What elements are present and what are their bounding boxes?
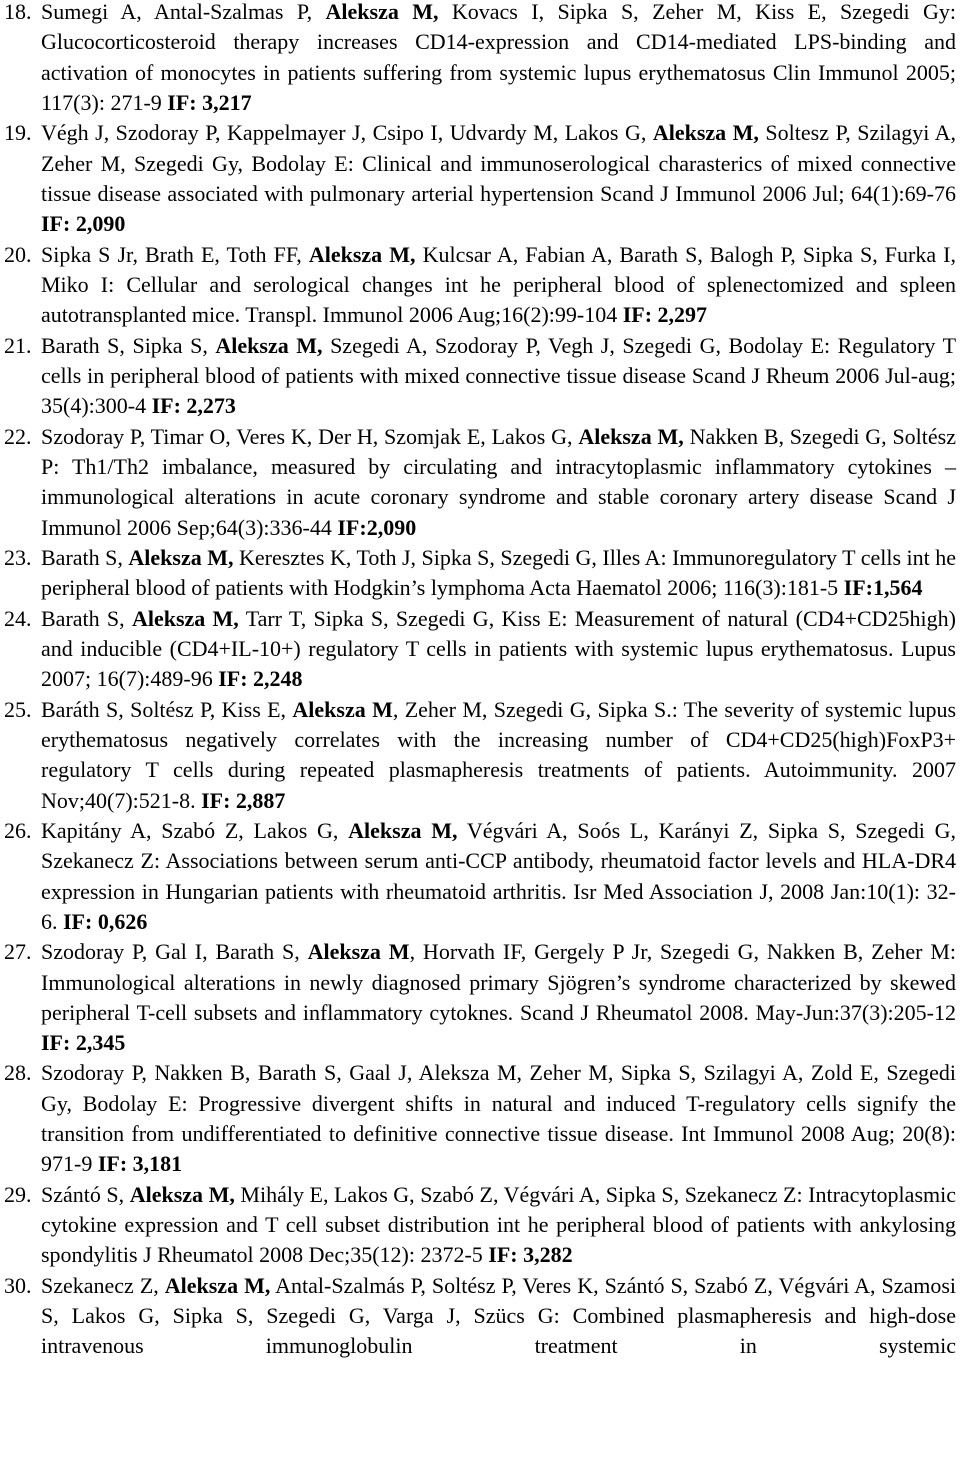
reference-bold-text: IF: 2,887 <box>201 787 286 813</box>
reference-item <box>0 543 956 604</box>
reference-text: Szodoray P, Gal I, Barath S, <box>41 939 308 965</box>
reference-text: Szodoray P, Nakken B, Barath S, Gaal J, Aleksza M, Zeher M, Sipka S, Szilagyi A, Zold E, Szegedi Gy, Bodolay E: Progressive divergent shifts in natural and induced T-regulatory cells signify the transition from undifferentiated to definitive connective tissue disease. Int Immunol 2008 Aug; 20(8): 971-9 <box>41 1060 956 1177</box>
reference-bold-text: Aleksza M, <box>578 423 684 449</box>
reference-bold-text: IF: 3,217 <box>167 89 252 115</box>
reference-bold-text: Aleksza M, <box>128 544 234 570</box>
reference-bold-text: IF: 2,248 <box>218 666 303 692</box>
reference-text: Sipka S Jr, Brath E, Toth FF, <box>41 241 309 267</box>
reference-item <box>0 1180 956 1271</box>
reference-bold-text: Aleksza M, <box>164 1272 271 1298</box>
reference-number: 30. <box>4 1272 32 1298</box>
reference-number: 24. <box>4 605 32 631</box>
reference-number: 20. <box>4 241 32 267</box>
reference-number: 27. <box>4 939 32 965</box>
reference-text: , Horvath IF, Gergely P Jr, Szegedi G, Nakken B, Zeher M: Immunological alterations in newly diagnosed primary Sjögren’s syndrome characterized by skewed peripheral T-cell subsets and inflammatory cytoknes. Scand J Rheumatol 2008. May-Jun:37(3):205-12 <box>41 939 957 1025</box>
reference-number: 22. <box>4 423 32 449</box>
reference-bold-text: Aleksza M, <box>652 120 759 146</box>
reference-item <box>0 0 956 118</box>
reference-text: Nakken B, Szegedi G, Soltész P: Th1/Th2 imbalance, measured by circulating and intracytoplasmic inflammatory cytokines – immunological alterations in acute coronary syndrome and stable coronary artery disease Scand J Immunol 2006 Sep;64(3):336-44 <box>41 423 956 540</box>
reference-bold-text: IF: 2,273 <box>151 393 236 419</box>
reference-text: Végvári A, Soós L, Karányi Z, Sipka S, Szegedi G, Szekanecz Z: Associations between serum anti-CCP antibody, rheumatoid factor levels and HLA-DR4 expression in Hungarian patients with rheumatoid arthritis. Isr Med Association J, 2008 Jan:10(1): 32-6. <box>41 817 957 934</box>
reference-bold-text: Aleksza M, <box>325 0 439 24</box>
reference-text: Soltesz P, Szilagyi A, Zeher M, Szegedi Gy, Bodolay E: Clinical and immunoserological charasterics of mixed connective tissue disease associated with pulmonary arterial hypertension Scand J Immunol 2006 Jul; 64(1):69-76 <box>41 120 957 206</box>
reference-bold-text: Aleksza M, <box>308 241 416 267</box>
reference-item <box>0 937 956 1058</box>
reference-item <box>0 118 956 239</box>
reference-text: Szántó S, <box>41 1181 130 1207</box>
reference-number: 21. <box>4 332 32 358</box>
reference-bold-text: IF: 3,282 <box>488 1242 573 1268</box>
reference-bold-text: Aleksza M, <box>129 1181 235 1207</box>
reference-text: Kovacs I, Sipka S, Zeher M, Kiss E, Szegedi Gy: Glucocorticosteroid therapy increases CD14-expression and CD14-mediated LPS-binding and activation of monocytes in patients suffering from systemic lupus erythematosus Clin Immunol 2005; 117(3): 271-9 <box>41 0 957 115</box>
reference-bold-text: IF:1,564 <box>843 575 923 601</box>
reference-text: Kulcsar A, Fabian A, Barath S, Balogh P, Sipka S, Furka I, Miko I: Cellular and serological changes int he peripheral blood of splenectomized and spleen autotransplanted mice. Transpl. Immunol 2006 Aug;16(2):99-104 <box>41 241 957 328</box>
reference-text: Barath S, <box>41 544 129 570</box>
reference-text: Barath S, Sipka S, <box>41 332 216 358</box>
reference-number: 19. <box>4 120 32 146</box>
reference-text: Szodoray P, Timar O, Veres K, Der H, Szomjak E, Lakos G, <box>41 423 579 449</box>
reference-text: , Zeher M, Szegedi G, Sipka S.: The severity of systemic lupus erythematosus negatively correlates with the increasing number of CD4+CD25(high)FoxP3+ regulatory T cells during repeated plasmapheresis treatments of patients. Autoimmunity. 2007 Nov;40(7):521-8. <box>41 696 957 813</box>
reference-text: Baráth S, Soltész P, Kiss E, <box>41 696 293 722</box>
reference-text: Tarr T, Sipka S, Szegedi G, Kiss E: Measurement of natural (CD4+CD25high) and inducible (CD4+IL-10+) regulatory T cells in patients with systemic lupus erythematosus. Lupus 2007; 16(7):489-96 <box>41 605 956 692</box>
reference-text: Mihály E, Lakos G, Szabó Z, Végvári A, Sipka S, Szekanecz Z: Intracytoplasmic cytokine expression and T cell subset distribution int he peripheral blood of patients with ankylosing spondylitis J Rheumatol 2008 Dec;35(12): 2372-5 <box>41 1181 956 1268</box>
reference-number: 23. <box>4 544 32 570</box>
reference-bold-text: Aleksza M, <box>348 817 458 843</box>
reference-item <box>0 331 956 422</box>
reference-text: Barath S, <box>41 605 132 631</box>
reference-item <box>0 422 956 543</box>
reference-bold-text: IF: 2,297 <box>622 302 708 328</box>
reference-bold-text: IF: 2,090 <box>41 211 126 237</box>
reference-text: Végh J, Szodoray P, Kappelmayer J, Csipo I, Udvardy M, Lakos G, <box>41 120 653 146</box>
reference-bold-text: IF: 2,345 <box>41 1030 126 1056</box>
reference-item <box>0 1058 956 1179</box>
reference-bold-text: Aleksza M, <box>215 332 323 358</box>
reference-item <box>0 1271 956 1362</box>
reference-bold-text: IF:2,090 <box>337 514 417 540</box>
reference-text: Keresztes K, Toth J, Sipka S, Szegedi G, Illes A: Immunoregulatory T cells int he peripheral blood of patients with Hodgkin’s lymphoma Acta Haematol 2006; 116(3):181-5 <box>41 544 957 601</box>
reference-bold-text: Aleksza M <box>307 939 410 965</box>
reference-bold-text: Aleksza M <box>292 696 393 722</box>
reference-number: 18. <box>4 0 32 24</box>
reference-item <box>0 240 956 331</box>
reference-text: Sumegi A, Antal-Szalmas P, <box>41 0 326 24</box>
reference-number: 29. <box>4 1181 32 1207</box>
reference-text: Antal-Szalmás P, Soltész P, Veres K, Szántó S, Szabó Z, Végvári A, Szamosi S, Lakos G, Sipka S, Szegedi G, Varga J, Szücs G: Combined plasmapheresis and high-dose intravenous immunoglobulin treatment in systemic <box>41 1272 957 1359</box>
reference-number: 28. <box>4 1060 32 1086</box>
reference-bold-text: Aleksza M, <box>131 605 239 631</box>
reference-bold-text: IF: 3,181 <box>97 1151 183 1177</box>
reference-text: Kapitány A, Szabó Z, Lakos G, <box>41 817 349 843</box>
reference-item <box>0 695 956 816</box>
reference-item <box>0 816 956 937</box>
reference-number: 26. <box>4 817 32 843</box>
reference-bold-text: IF: 0,626 <box>63 908 148 934</box>
reference-text: Szekanecz Z, <box>41 1272 165 1298</box>
reference-number: 25. <box>4 696 32 722</box>
reference-text: Szegedi A, Szodoray P, Vegh J, Szegedi G, Bodolay E: Regulatory T cells in peripheral blood of patients with mixed connective tissue disease Scand J Rheum 2006 Jul-aug; 35(4):300-4 <box>41 332 957 419</box>
reference-item <box>0 604 956 695</box>
